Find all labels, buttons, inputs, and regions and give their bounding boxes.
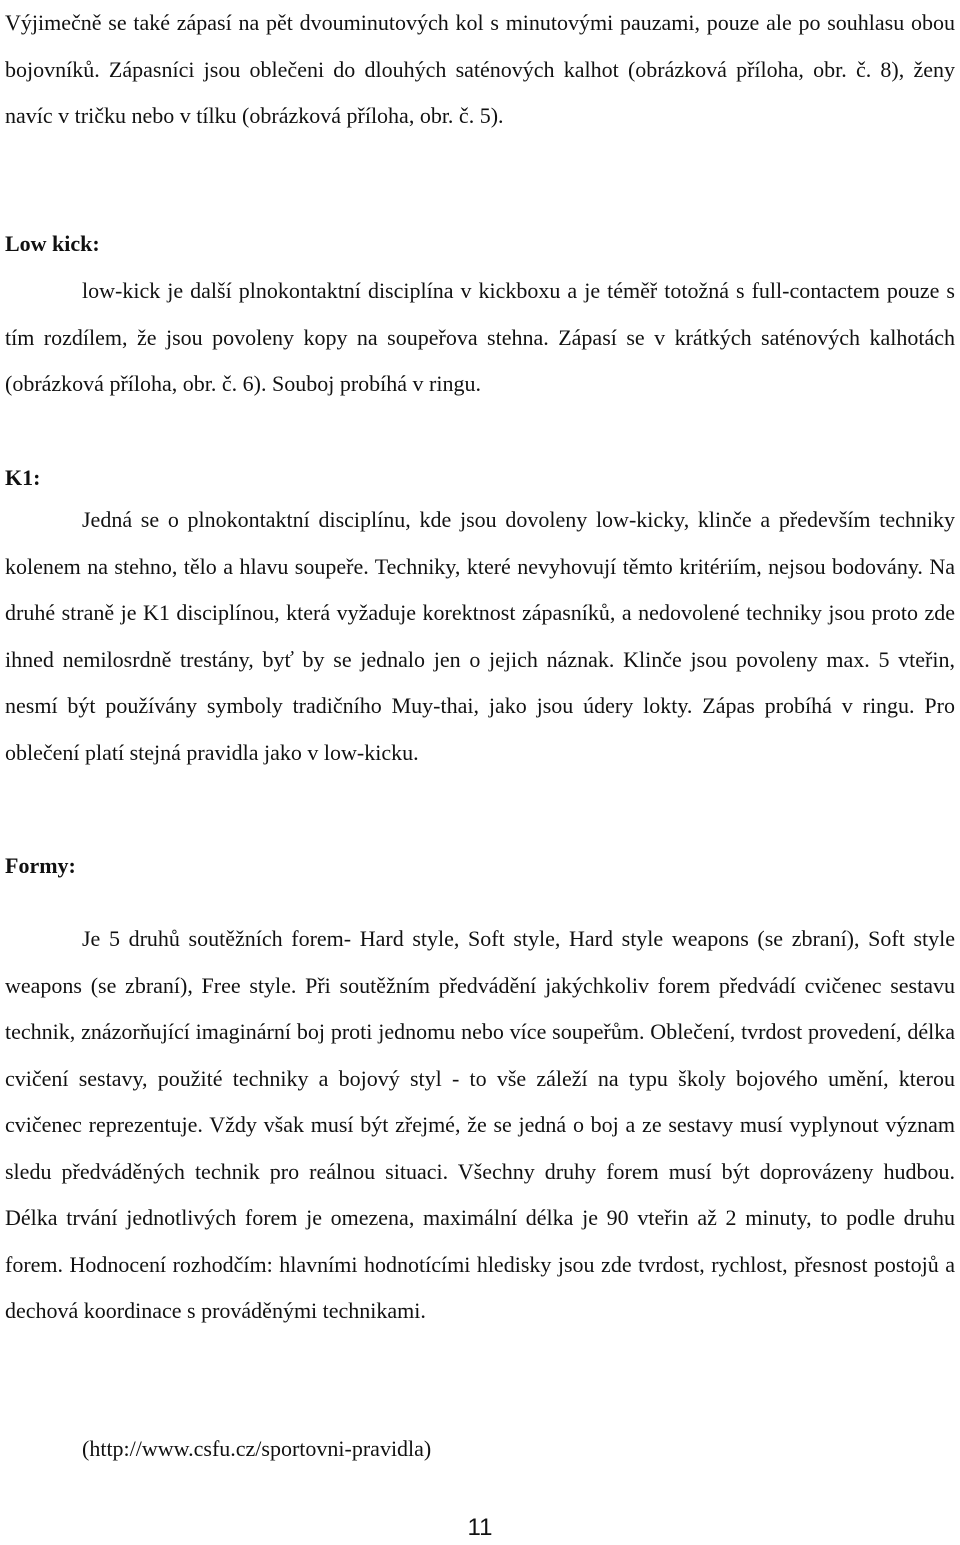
formy-paragraph: Je 5 druhů soutěžních forem- Hard style, Soft style, Hard style weapons (se zbraní), Soft style weapons (se zbraní), Free style. Při soutěžním předvádění jakýchkoliv forem předvádí cvičenec sestavu technik, znázorňující imaginární boj proti jednomu nebo více soupeřům. Oblečení, tvrdost provedení, délka cvičení sestavy, použité techniky a bojový styl - to vše záleží na typu školy bojového umění, kterou cvičenec reprezentuje. Vždy však musí být zřejmé, že se jedná o boj a ze sestavy musí vyplynout význam sledu předváděných technik pro reálnou situaci. Všechny druhy forem musí být doprovázeny hudbou. Délka trvání jednotlivých forem je omezena, maximální délka je 90 vteřin až 2 minuty, to podle druhu forem. Hodnocení rozhodčím: hlavními hodnotícími hledisky jsou zde tvrdost, rychlost, přesnost postojů a dechová koordinace s prováděnými technikami.	[5, 926, 955, 1323]
low-kick-paragraph: low-kick je další plnokontaktní disciplína v kickboxu a je téměř totožná s full-contactem pouze s tím rozdílem, že jsou povoleny kopy na soupeřova stehna. Zápasí se v krátkých saténových kalhotách (obrázková příloha, obr. č. 6). Souboj probíhá v ringu.	[5, 278, 955, 396]
source-citation: (http://www.csfu.cz/sportovni-pravidla)	[82, 1436, 432, 1461]
k1-paragraph: Jedná se o plnokontaktní disciplínu, kde jsou dovoleny low-kicky, klinče a především techniky kolenem na stehno, tělo a hlavu soupeře. Techniky, které nevyhovují těmto kritériím, nejsou bodovány. Na druhé straně je K1 disciplínou, která vyžaduje korektnost zápasníků, a nedovolené techniky jsou proto zde ihned nemilosrdně trestány, byť by se jednalo jen o jejich náznak. Klinče jsou povoleny max. 5 vteřin, nesmí být používány symboly tradičního Muy-thai, jako jsou údery lokty. Zápas probíhá v ringu. Pro oblečení platí stejná pravidla jako v low-kicku.	[5, 507, 955, 765]
page-number: 11	[467, 1514, 493, 1541]
k1-heading: K1:	[5, 465, 41, 490]
intro-paragraph: Výjimečně se také zápasí na pět dvouminutových kol s minutovými pauzami, pouze ale po souhlasu obou bojovníků. Zápasníci jsou oblečeni do dlouhých saténových kalhot (obrázková příloha, obr. č. 8), ženy navíc v tričku nebo v tílku (obrázková příloha, obr. č. 5).	[5, 10, 955, 128]
formy-heading: Formy:	[5, 853, 76, 878]
low-kick-heading: Low kick:	[5, 231, 100, 256]
